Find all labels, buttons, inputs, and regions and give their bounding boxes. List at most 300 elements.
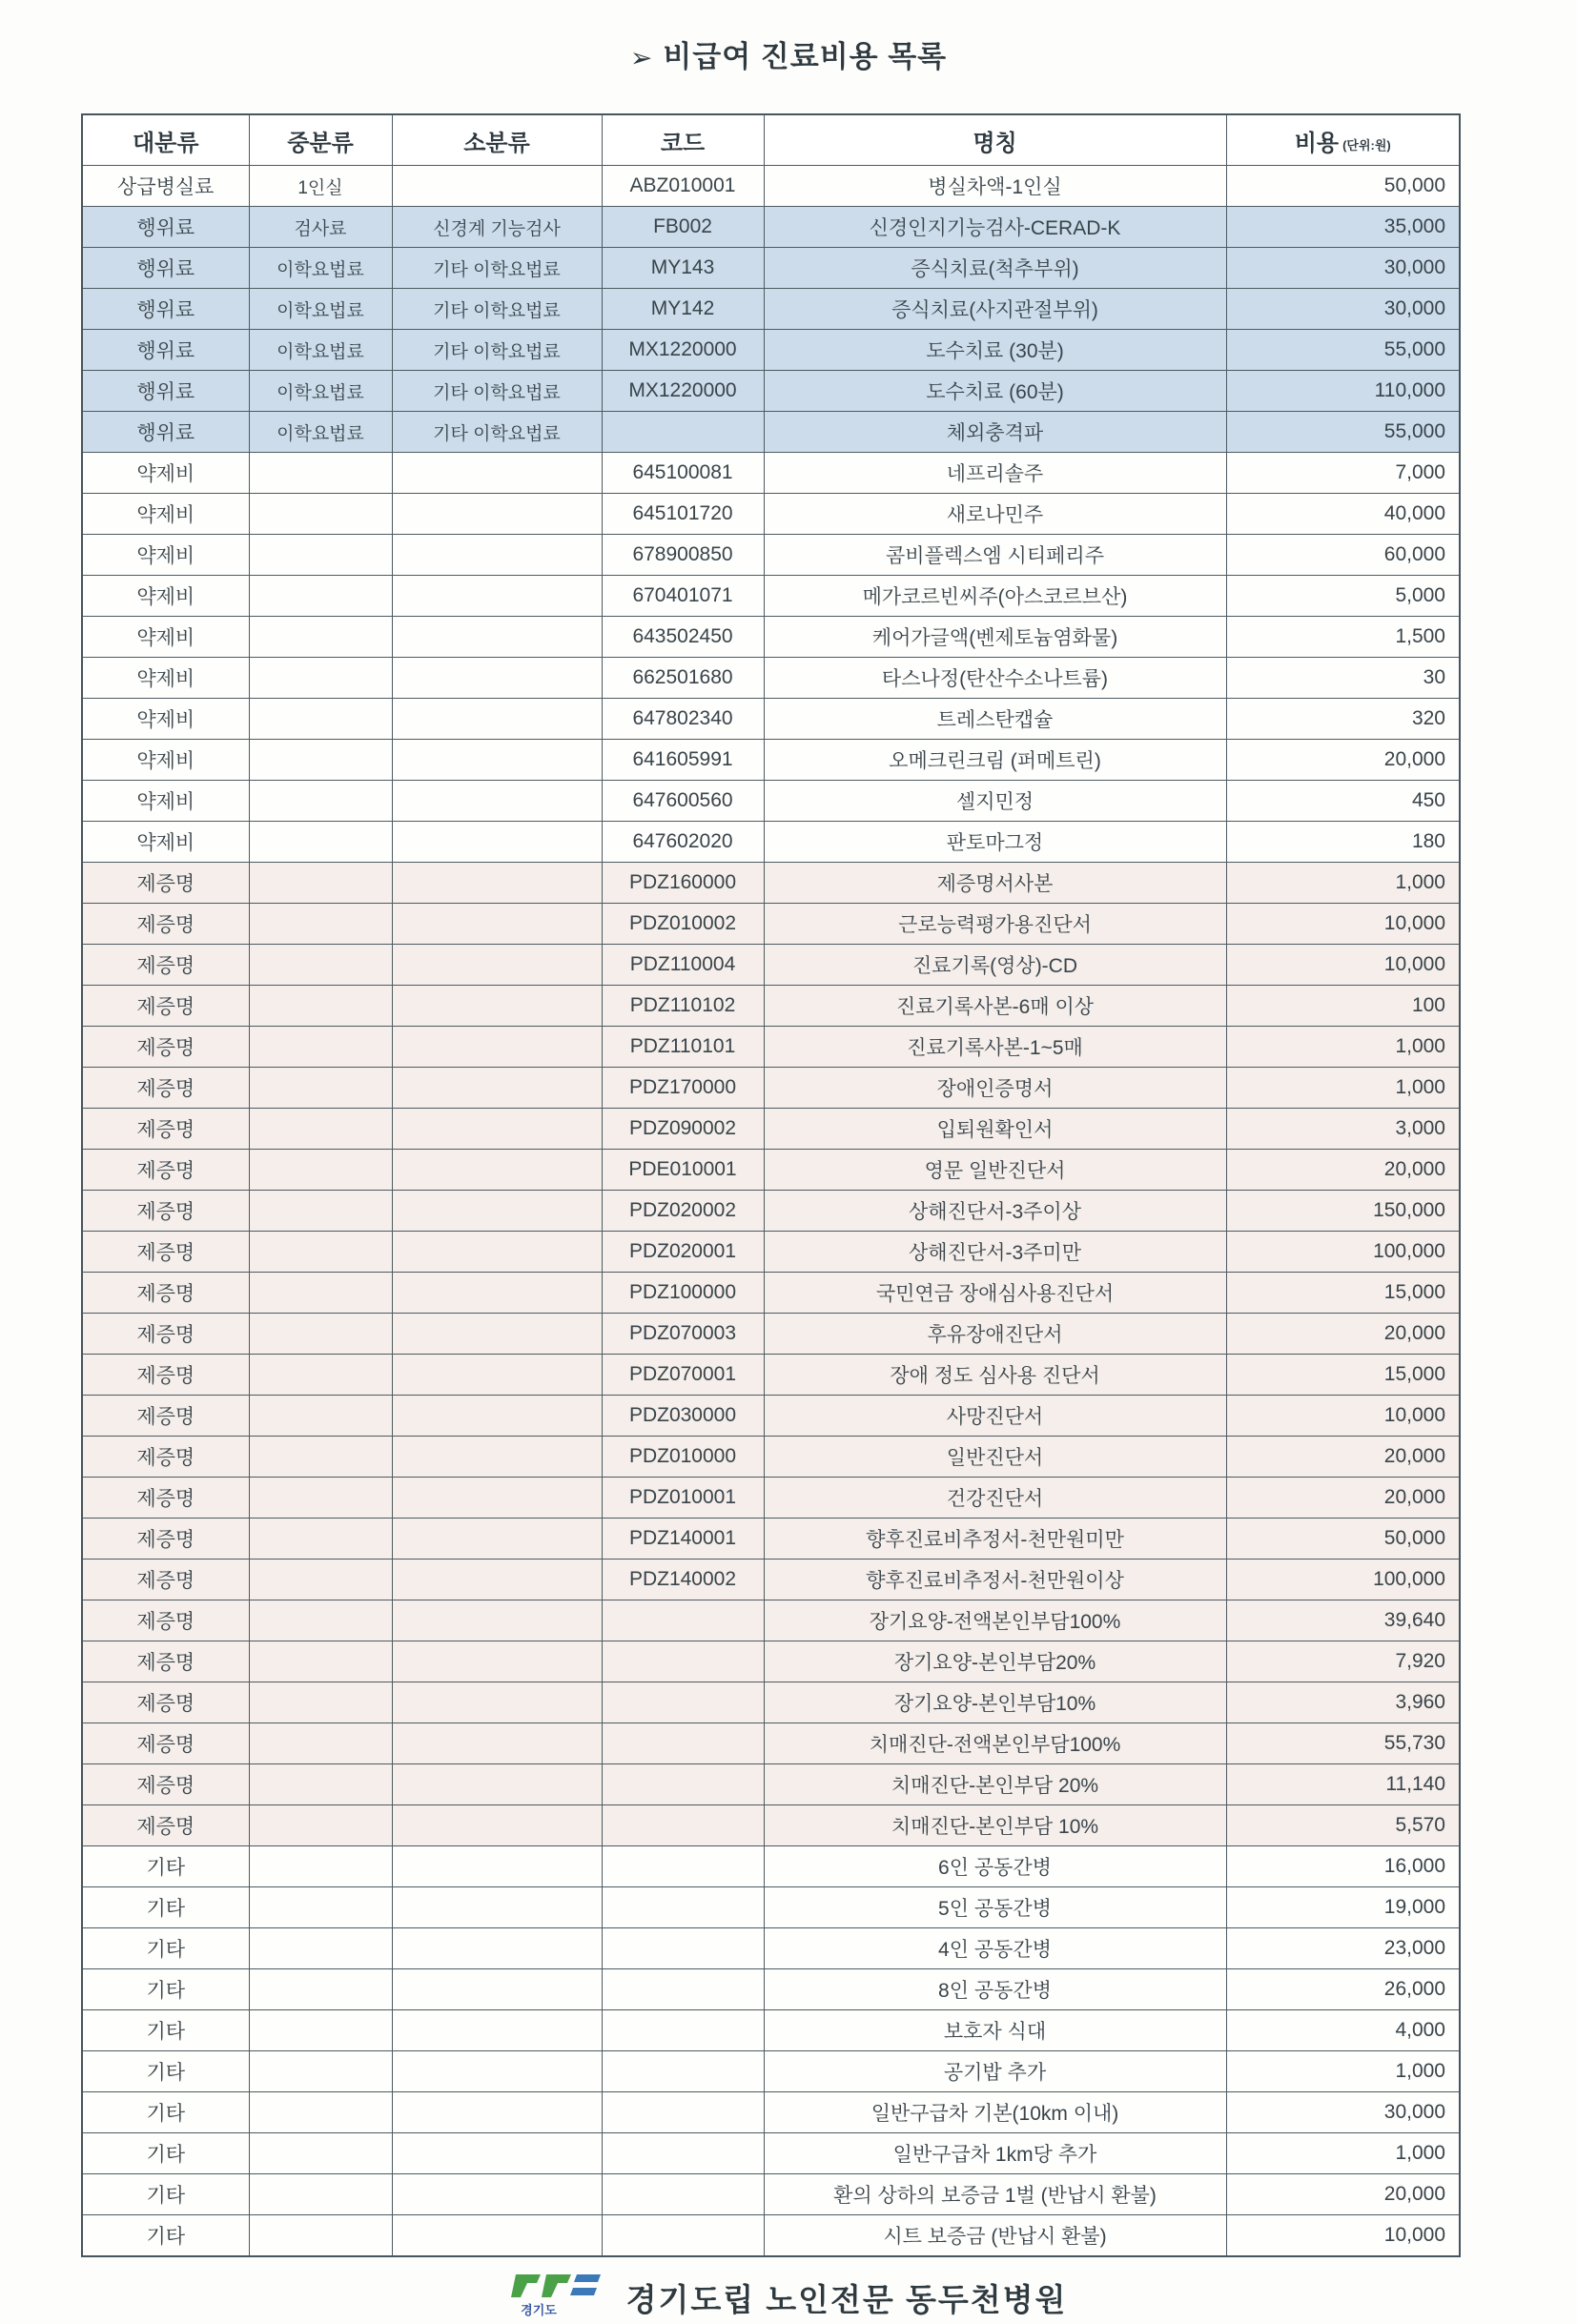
table-cell: 치매진단-본인부담 10% xyxy=(764,1805,1226,1846)
table-cell: 기타 xyxy=(82,2174,249,2215)
logo-text: 경기도 xyxy=(520,2303,557,2317)
table-cell: 기타 xyxy=(82,2133,249,2174)
table-row xyxy=(82,781,1460,822)
table-cell xyxy=(392,1314,602,1355)
table-cell: 환의 상하의 보증금 1벌 (반납시 환불) xyxy=(764,2174,1226,2215)
table-row xyxy=(82,412,1460,453)
table-cell xyxy=(249,781,392,822)
table-cell: 기타 xyxy=(82,2215,249,2257)
table-cell xyxy=(249,1519,392,1560)
table-cell xyxy=(249,1928,392,1969)
table-cell: 30 xyxy=(1226,658,1460,699)
table-cell: 증식치료(척추부위) xyxy=(764,248,1226,289)
table-cell xyxy=(602,1682,764,1723)
table-row xyxy=(82,494,1460,535)
table-row xyxy=(82,1519,1460,1560)
table-cell: 150,000 xyxy=(1226,1191,1460,1232)
table-cell: 320 xyxy=(1226,699,1460,740)
table-cell xyxy=(392,494,602,535)
table-cell: 제증명 xyxy=(82,863,249,904)
table-cell: 647802340 xyxy=(602,699,764,740)
table-cell xyxy=(249,535,392,576)
table-cell xyxy=(392,1969,602,2010)
table-cell: 네프리솔주 xyxy=(764,453,1226,494)
table-cell: 도수치료 (30분) xyxy=(764,330,1226,371)
table-cell xyxy=(249,740,392,781)
table-cell: 진료기록사본-6매 이상 xyxy=(764,986,1226,1027)
table-cell xyxy=(392,1478,602,1519)
table-row xyxy=(82,1723,1460,1764)
table-cell: PDZ170000 xyxy=(602,1068,764,1109)
table-cell: 30,000 xyxy=(1226,289,1460,330)
table-cell: 행위료 xyxy=(82,207,249,248)
table-cell: 장기요양-전액본인부담100% xyxy=(764,1600,1226,1641)
table-cell: 11,140 xyxy=(1226,1764,1460,1805)
table-row xyxy=(82,1560,1460,1600)
header-cost-unit: (단위:원) xyxy=(1342,137,1391,153)
table-cell xyxy=(392,986,602,1027)
table-cell xyxy=(392,1273,602,1314)
table-cell xyxy=(602,1928,764,1969)
table-cell xyxy=(249,2092,392,2133)
table-cell xyxy=(392,576,602,617)
table-cell: 20,000 xyxy=(1226,1478,1460,1519)
table-row xyxy=(82,207,1460,248)
table-cell: 7,000 xyxy=(1226,453,1460,494)
table-cell: 장애인증명서 xyxy=(764,1068,1226,1109)
table-cell: 제증명 xyxy=(82,1150,249,1191)
table-cell: 기타 이학요법료 xyxy=(392,371,602,412)
table-row xyxy=(82,1805,1460,1846)
table-row xyxy=(82,2010,1460,2051)
table-cell: PDZ020002 xyxy=(602,1191,764,1232)
table-row xyxy=(82,945,1460,986)
table-cell: 기타 이학요법료 xyxy=(392,289,602,330)
table-cell xyxy=(249,1027,392,1068)
table-cell xyxy=(249,2133,392,2174)
table-cell xyxy=(249,1109,392,1150)
table-cell: 행위료 xyxy=(82,330,249,371)
table-cell xyxy=(249,1437,392,1478)
table-cell: 약제비 xyxy=(82,822,249,863)
table-cell: 제증명 xyxy=(82,1478,249,1519)
fee-table xyxy=(81,113,1461,2257)
table-cell: 일반구급차 기본(10km 이내) xyxy=(764,2092,1226,2133)
table-cell xyxy=(392,699,602,740)
header-cost xyxy=(1226,114,1460,166)
table-row xyxy=(82,904,1460,945)
table-cell: 영문 일반진단서 xyxy=(764,1150,1226,1191)
table-cell: 기타 xyxy=(82,1887,249,1928)
table-cell: PDZ020001 xyxy=(602,1232,764,1273)
table-cell xyxy=(392,945,602,986)
table-row xyxy=(82,1396,1460,1437)
table-cell: 23,000 xyxy=(1226,1928,1460,1969)
table-cell xyxy=(249,1273,392,1314)
table-cell: 670401071 xyxy=(602,576,764,617)
table-cell: 60,000 xyxy=(1226,535,1460,576)
table-cell: 40,000 xyxy=(1226,494,1460,535)
table-row xyxy=(82,658,1460,699)
table-row xyxy=(82,1600,1460,1641)
table-cell: 검사료 xyxy=(249,207,392,248)
table-cell xyxy=(249,986,392,1027)
table-cell: 제증명 xyxy=(82,1600,249,1641)
table-row xyxy=(82,1273,1460,1314)
table-cell: 1인실 xyxy=(249,166,392,207)
table-cell xyxy=(392,1068,602,1109)
table-row xyxy=(82,1969,1460,2010)
table-cell: 행위료 xyxy=(82,412,249,453)
table-cell: 도수치료 (60분) xyxy=(764,371,1226,412)
table-cell xyxy=(392,1232,602,1273)
table-cell xyxy=(602,2215,764,2257)
table-cell xyxy=(602,412,764,453)
table-cell: 일반진단서 xyxy=(764,1437,1226,1478)
table-cell xyxy=(392,453,602,494)
table-cell xyxy=(392,658,602,699)
header-major-category: 대분류 xyxy=(82,114,249,166)
table-cell: 100 xyxy=(1226,986,1460,1027)
hospital-name: 경기도립 노인전문 동두천병원 xyxy=(625,2281,1068,2317)
table-cell: 메가코르빈씨주(아스코르브산) xyxy=(764,576,1226,617)
table-cell xyxy=(392,1437,602,1478)
table-cell: PDZ070001 xyxy=(602,1355,764,1396)
table-cell: PDE010001 xyxy=(602,1150,764,1191)
table-cell xyxy=(249,576,392,617)
table-cell: 제증명 xyxy=(82,1068,249,1109)
table-cell xyxy=(392,1150,602,1191)
table-row xyxy=(82,2051,1460,2092)
table-cell: 645101720 xyxy=(602,494,764,535)
header-mid-category: 중분류 xyxy=(249,114,392,166)
table-cell xyxy=(602,1723,764,1764)
table-cell: 35,000 xyxy=(1226,207,1460,248)
table-row xyxy=(82,1928,1460,1969)
table-cell xyxy=(249,1068,392,1109)
table-cell: 기타 xyxy=(82,1969,249,2010)
table-cell: 사망진단서 xyxy=(764,1396,1226,1437)
table-cell: 상해진단서-3주미만 xyxy=(764,1232,1226,1273)
table-cell: MY142 xyxy=(602,289,764,330)
table-cell: PDZ140001 xyxy=(602,1519,764,1560)
table-row xyxy=(82,1478,1460,1519)
table-row xyxy=(82,986,1460,1027)
table-cell: 50,000 xyxy=(1226,1519,1460,1560)
table-cell xyxy=(392,1191,602,1232)
table-cell: 약제비 xyxy=(82,453,249,494)
table-cell: MX1220000 xyxy=(602,330,764,371)
table-cell: 상해진단서-3주이상 xyxy=(764,1191,1226,1232)
table-cell: 후유장애진단서 xyxy=(764,1314,1226,1355)
table-row xyxy=(82,535,1460,576)
table-cell: 647602020 xyxy=(602,822,764,863)
table-cell: 이학요법료 xyxy=(249,371,392,412)
table-cell: ABZ010001 xyxy=(602,166,764,207)
table-cell xyxy=(602,1805,764,1846)
table-cell: 기타 xyxy=(82,1928,249,1969)
table-cell: 제증명 xyxy=(82,904,249,945)
table-cell: 약제비 xyxy=(82,781,249,822)
table-row xyxy=(82,740,1460,781)
fee-table-header xyxy=(82,114,1460,166)
table-cell: 약제비 xyxy=(82,576,249,617)
table-cell: 체외충격파 xyxy=(764,412,1226,453)
header-row xyxy=(82,114,1460,166)
table-cell xyxy=(392,1519,602,1560)
table-row xyxy=(82,1150,1460,1191)
table-cell xyxy=(392,1600,602,1641)
table-cell: 병실차액-1인실 xyxy=(764,166,1226,207)
table-cell xyxy=(249,2174,392,2215)
table-cell: 새로나민주 xyxy=(764,494,1226,535)
table-cell xyxy=(249,1682,392,1723)
table-row xyxy=(82,1641,1460,1682)
table-cell: 제증명 xyxy=(82,945,249,986)
table-row xyxy=(82,1232,1460,1273)
table-cell: 보호자 식대 xyxy=(764,2010,1226,2051)
table-cell: 26,000 xyxy=(1226,1969,1460,2010)
table-cell: 치매진단-본인부담 20% xyxy=(764,1764,1226,1805)
header-cost-label: 비용 xyxy=(1294,130,1340,156)
table-cell: 55,000 xyxy=(1226,330,1460,371)
table-cell: 15,000 xyxy=(1226,1273,1460,1314)
table-row xyxy=(82,576,1460,617)
table-cell: 제증명 xyxy=(82,1682,249,1723)
table-cell xyxy=(392,740,602,781)
table-cell xyxy=(249,1846,392,1887)
table-row xyxy=(82,1068,1460,1109)
table-cell: 약제비 xyxy=(82,617,249,658)
table-cell xyxy=(392,1805,602,1846)
table-cell: 제증명 xyxy=(82,1764,249,1805)
table-cell: 제증명 xyxy=(82,1396,249,1437)
table-cell: 20,000 xyxy=(1226,1437,1460,1478)
table-row xyxy=(82,371,1460,412)
header-code: 코드 xyxy=(602,114,764,166)
gyeonggi-logo-icon xyxy=(510,2271,602,2324)
table-row xyxy=(82,2174,1460,2215)
table-row xyxy=(82,1191,1460,1232)
table-cell: 제증명 xyxy=(82,1723,249,1764)
table-cell: 제증명 xyxy=(82,1314,249,1355)
table-cell xyxy=(602,2174,764,2215)
fee-table-body xyxy=(82,166,1460,2257)
table-cell: 기타 xyxy=(82,2092,249,2133)
table-cell: 케어가글액(벤제토늄염화물) xyxy=(764,617,1226,658)
table-cell: 타스나정(탄산수소나트륨) xyxy=(764,658,1226,699)
table-cell: 진료기록(영상)-CD xyxy=(764,945,1226,986)
table-cell xyxy=(249,945,392,986)
table-cell: 450 xyxy=(1226,781,1460,822)
table-cell: PDZ010001 xyxy=(602,1478,764,1519)
table-cell: 647600560 xyxy=(602,781,764,822)
table-row xyxy=(82,1846,1460,1887)
table-row xyxy=(82,166,1460,207)
table-cell: 치매진단-전액본인부담100% xyxy=(764,1723,1226,1764)
table-cell xyxy=(249,1641,392,1682)
table-cell: 이학요법료 xyxy=(249,289,392,330)
table-cell xyxy=(249,904,392,945)
table-cell: 641605991 xyxy=(602,740,764,781)
table-cell: PDZ110004 xyxy=(602,945,764,986)
table-row xyxy=(82,453,1460,494)
table-cell: 장애 정도 심사용 진단서 xyxy=(764,1355,1226,1396)
table-cell: 4,000 xyxy=(1226,2010,1460,2051)
table-cell xyxy=(602,1764,764,1805)
table-cell xyxy=(249,658,392,699)
table-cell xyxy=(392,1027,602,1068)
table-cell: PDZ100000 xyxy=(602,1273,764,1314)
table-cell: 기타 이학요법료 xyxy=(392,330,602,371)
table-cell: 약제비 xyxy=(82,535,249,576)
table-cell: 20,000 xyxy=(1226,1314,1460,1355)
table-cell xyxy=(249,1191,392,1232)
table-cell: 55,730 xyxy=(1226,1723,1460,1764)
table-cell xyxy=(392,535,602,576)
table-cell xyxy=(392,1396,602,1437)
table-cell xyxy=(249,494,392,535)
table-cell: 이학요법료 xyxy=(249,412,392,453)
table-cell xyxy=(392,2051,602,2092)
table-cell: 이학요법료 xyxy=(249,330,392,371)
table-cell: PDZ010002 xyxy=(602,904,764,945)
table-cell: PDZ110101 xyxy=(602,1027,764,1068)
table-cell: 향후진료비추정서-천만원미만 xyxy=(764,1519,1226,1560)
footer xyxy=(0,2271,1577,2324)
table-cell: 신경계 기능검사 xyxy=(392,207,602,248)
table-row xyxy=(82,1437,1460,1478)
table-cell: 약제비 xyxy=(82,740,249,781)
table-cell: 110,000 xyxy=(1226,371,1460,412)
table-cell: 662501680 xyxy=(602,658,764,699)
table-cell: 제증명 xyxy=(82,1805,249,1846)
table-row xyxy=(82,863,1460,904)
table-cell: 100,000 xyxy=(1226,1560,1460,1600)
table-cell: FB002 xyxy=(602,207,764,248)
table-cell xyxy=(392,2215,602,2257)
fee-table-wrap xyxy=(81,113,1577,2257)
table-cell: 제증명 xyxy=(82,1560,249,1600)
table-cell xyxy=(249,2051,392,2092)
table-cell xyxy=(249,863,392,904)
table-cell xyxy=(392,781,602,822)
table-row xyxy=(82,1355,1460,1396)
table-cell xyxy=(392,863,602,904)
table-cell: 판토마그정 xyxy=(764,822,1226,863)
table-row xyxy=(82,289,1460,330)
table-cell: 55,000 xyxy=(1226,412,1460,453)
table-cell: 콤비플렉스엠 시티페리주 xyxy=(764,535,1226,576)
table-cell xyxy=(249,2010,392,2051)
table-cell xyxy=(392,1560,602,1600)
table-cell xyxy=(392,1641,602,1682)
table-cell xyxy=(392,2010,602,2051)
table-cell xyxy=(249,1805,392,1846)
table-cell: 제증명 xyxy=(82,1232,249,1273)
table-cell: 진료기록사본-1~5매 xyxy=(764,1027,1226,1068)
table-cell xyxy=(392,1355,602,1396)
table-cell: PDZ010000 xyxy=(602,1437,764,1478)
table-cell: 제증명 xyxy=(82,1437,249,1478)
table-row xyxy=(82,248,1460,289)
table-cell: 제증명 xyxy=(82,986,249,1027)
table-cell xyxy=(392,904,602,945)
page-title xyxy=(0,0,1577,75)
table-row xyxy=(82,1027,1460,1068)
table-cell: 100,000 xyxy=(1226,1232,1460,1273)
table-cell: 19,000 xyxy=(1226,1887,1460,1928)
table-cell xyxy=(602,2051,764,2092)
table-cell xyxy=(602,1969,764,2010)
table-cell: 5,000 xyxy=(1226,576,1460,617)
table-cell xyxy=(602,2133,764,2174)
table-cell: 근로능력평가용진단서 xyxy=(764,904,1226,945)
table-cell: 7,920 xyxy=(1226,1641,1460,1682)
table-cell: PDZ070003 xyxy=(602,1314,764,1355)
table-cell: 제증명서사본 xyxy=(764,863,1226,904)
table-cell: 제증명 xyxy=(82,1027,249,1068)
table-row xyxy=(82,617,1460,658)
table-cell: 기타 xyxy=(82,2051,249,2092)
table-cell: 3,960 xyxy=(1226,1682,1460,1723)
table-row xyxy=(82,822,1460,863)
table-cell xyxy=(249,1396,392,1437)
table-cell: 기타 xyxy=(82,1846,249,1887)
table-cell: 약제비 xyxy=(82,494,249,535)
table-cell xyxy=(249,1723,392,1764)
table-cell: 장기요양-본인부담20% xyxy=(764,1641,1226,1682)
table-cell xyxy=(392,1109,602,1150)
table-cell: 30,000 xyxy=(1226,2092,1460,2133)
table-row xyxy=(82,2215,1460,2257)
table-cell: 제증명 xyxy=(82,1191,249,1232)
table-cell: 공기밥 추가 xyxy=(764,2051,1226,2092)
table-cell xyxy=(392,1764,602,1805)
table-cell: 오메크린크림 (퍼메트린) xyxy=(764,740,1226,781)
table-cell: 제증명 xyxy=(82,1355,249,1396)
table-cell: 643502450 xyxy=(602,617,764,658)
table-cell: 5인 공동간병 xyxy=(764,1887,1226,1928)
table-cell xyxy=(249,1764,392,1805)
table-cell: 1,000 xyxy=(1226,2133,1460,2174)
table-cell: PDZ030000 xyxy=(602,1396,764,1437)
table-cell xyxy=(249,453,392,494)
table-cell: 30,000 xyxy=(1226,248,1460,289)
page-title-text: 비급여 진료비용 목록 xyxy=(663,40,948,73)
table-cell: 8인 공동간병 xyxy=(764,1969,1226,2010)
table-cell: 시트 보증금 (반납시 환불) xyxy=(764,2215,1226,2257)
table-cell xyxy=(392,2174,602,2215)
table-cell: 행위료 xyxy=(82,371,249,412)
table-cell xyxy=(392,1723,602,1764)
table-cell xyxy=(392,1928,602,1969)
table-cell: PDZ090002 xyxy=(602,1109,764,1150)
table-cell: PDZ140002 xyxy=(602,1560,764,1600)
table-cell: 행위료 xyxy=(82,289,249,330)
table-cell: 20,000 xyxy=(1226,1150,1460,1191)
table-cell: 일반구급차 1km당 추가 xyxy=(764,2133,1226,2174)
table-cell: 제증명 xyxy=(82,1109,249,1150)
table-row xyxy=(82,330,1460,371)
table-cell xyxy=(392,1846,602,1887)
table-cell: 10,000 xyxy=(1226,2215,1460,2257)
table-row xyxy=(82,1887,1460,1928)
table-cell: 약제비 xyxy=(82,699,249,740)
table-cell xyxy=(249,1600,392,1641)
table-cell: MY143 xyxy=(602,248,764,289)
table-cell: 기타 이학요법료 xyxy=(392,248,602,289)
